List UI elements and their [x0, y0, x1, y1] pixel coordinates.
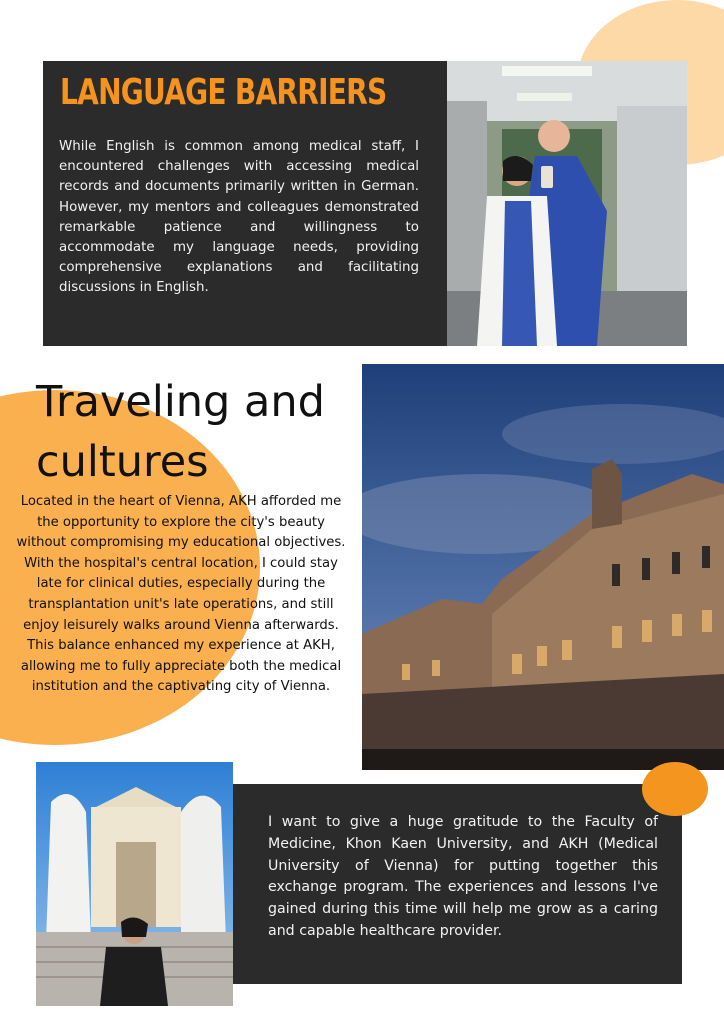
traveling-heading: Traveling and cultures: [36, 377, 325, 487]
elevator-selfie-photo: [447, 61, 687, 346]
vienna-opera-photo: [362, 364, 724, 770]
gloriette-photo: [36, 762, 233, 1006]
traveling-text: Located in the heart of Vienna, AKH afforded me the opportunity to explore the city's beauty without compromising my educational objectives. With the hospital's central location, I could stay late for clinical duties, especially during the transplantation unit's late operations, and still enjoy leisurely walks around Vienna afterwards. This balance enhanced my experience at AKH, allowing me to fully appreciate both the medical institution and the captivating city of Vienna.: [16, 494, 346, 695]
language-barriers-text: While English is common among medical staff, I encountered challenges with accessing medical records and documents primarily written in German. However, my mentors and colleagues demonstrated remarkable patience and willingness to accommodate my language needs, providing comprehensive explanations and facilitating discussions in English.: [59, 139, 419, 296]
decorative-circle-small: [642, 762, 708, 816]
gratitude-text: I want to give a huge gratitude to the Faculty of Medicine, Khon Kaen University, and AKH (Medical University of Vienna) for putting together this exchange program. The experiences and lessons I've gained during this time will help me grow as a caring and capable healthcare provider.: [268, 814, 658, 939]
language-barriers-heading: LANGUAGE BARRIERS: [60, 72, 387, 113]
